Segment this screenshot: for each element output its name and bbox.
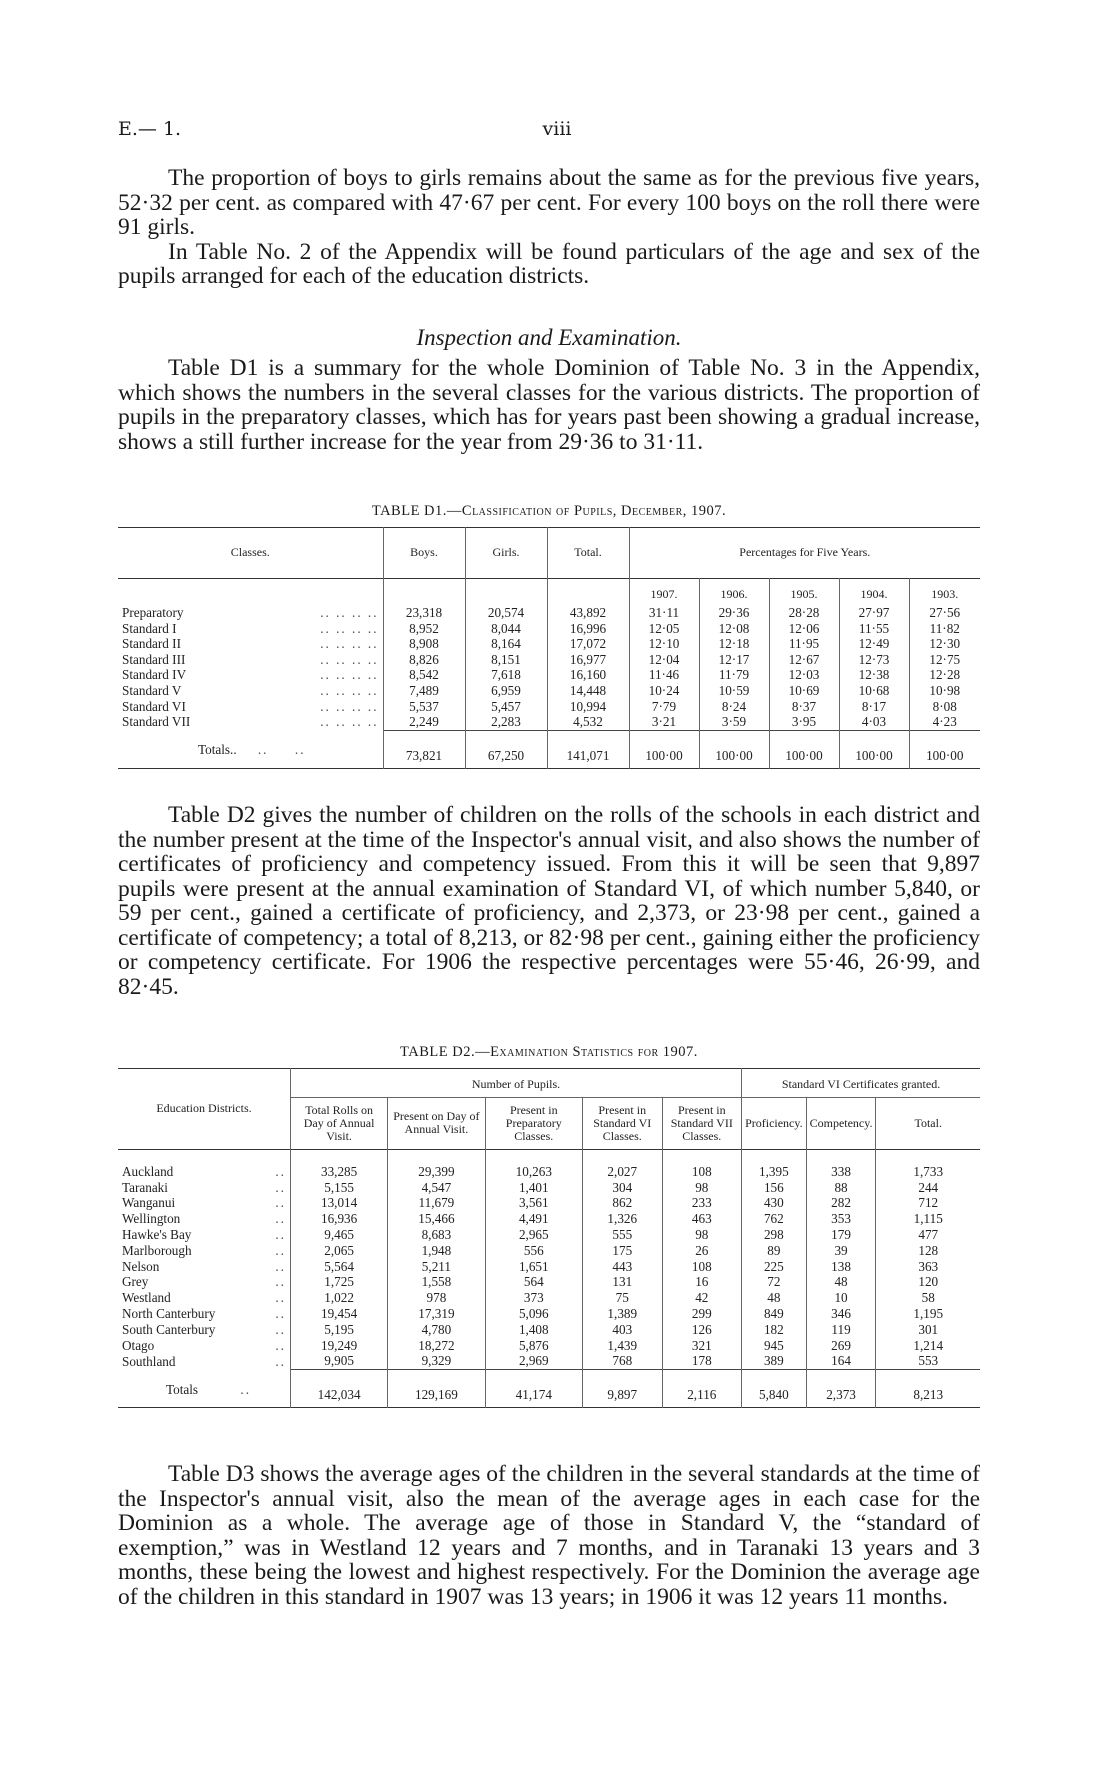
cell-value: 1,948: [388, 1243, 485, 1259]
totals-p1906: 100·00: [699, 730, 769, 768]
cell-percentage: 12·49: [839, 636, 909, 652]
cell-value: 138: [806, 1259, 876, 1275]
header-total: Total.: [547, 528, 629, 579]
cell-total: 17,072: [547, 636, 629, 652]
cell-value: 9,465: [290, 1227, 387, 1243]
cell-value: 33,285: [290, 1164, 387, 1180]
cell-girls: 6,959: [465, 683, 547, 699]
cell-value: 42: [662, 1290, 742, 1306]
cell-value: 1,326: [583, 1211, 663, 1227]
cell-percentage: 12·06: [769, 621, 839, 637]
cell-total: 16,160: [547, 667, 629, 683]
cell-value: 5,876: [485, 1338, 582, 1354]
cell-percentage: 11·82: [909, 621, 980, 637]
table-d1-body: [118, 605, 980, 730]
cell-value: 13,014: [290, 1195, 387, 1211]
header-number-of-pupils: Number of Pupils.: [290, 1069, 741, 1098]
table-row: [118, 1259, 980, 1275]
cell-value: 564: [485, 1274, 582, 1290]
table-row: [118, 1274, 980, 1290]
page-number: viii: [542, 118, 572, 140]
paragraph-d3: Table D3 shows the average ages of the children in the several standards at the time of the Inspector's annual visit, also the mean of the average ages in each case for the Dominion as a whole. The average age of those in Standard V, the “standard of exemption,” was in Westland 12 years and 7 months, and in Taranaki 13 years and 3 months, these being the lowest and highest respectively. For the Dominion the average age of the children in this standard in 1907 was 13 years; in 1906 it was 12 years 11 months.: [118, 1461, 980, 1610]
table-d1-caption-prefix: TABLE D1.—: [371, 503, 462, 519]
table-row: [118, 1338, 980, 1354]
totals-p1907: 100·00: [629, 730, 699, 768]
cell-value: 1,725: [290, 1274, 387, 1290]
cell-total: 16,977: [547, 652, 629, 668]
cell-value: 98: [662, 1180, 742, 1196]
cell-value: 16,936: [290, 1211, 387, 1227]
cell-percentage: 3·95: [769, 714, 839, 730]
page-header: [118, 118, 996, 144]
table-d1-totals-row: [118, 730, 980, 768]
inspection-paragraph: [118, 356, 980, 454]
cell-total: 14,448: [547, 683, 629, 699]
cell-percentage: 4·03: [839, 714, 909, 730]
cell-value: 164: [806, 1353, 876, 1369]
cell-value: 321: [662, 1338, 742, 1354]
cell-percentage: 4·23: [909, 714, 980, 730]
header-proficiency: Proficiency.: [742, 1097, 807, 1149]
header-present-prep: Present in Preparatory Classes.: [485, 1097, 582, 1149]
table-row: [118, 1353, 980, 1369]
district-name: South Canterbury ..: [122, 1321, 286, 1337]
cell-value: 58: [876, 1290, 980, 1306]
cell-value: 72: [742, 1274, 807, 1290]
class-name: Standard II .. .. .. ..: [122, 636, 379, 652]
cell-value: 2,065: [290, 1243, 387, 1259]
cell-girls: 8,151: [465, 652, 547, 668]
cell-value: 75: [583, 1290, 663, 1306]
table-row: [118, 1180, 980, 1196]
cell-value: 9,329: [388, 1353, 485, 1369]
table-row: [118, 605, 980, 621]
table-row: [118, 1290, 980, 1306]
table-row: [118, 714, 980, 730]
totals-p1903: 100·00: [909, 730, 980, 768]
cell-percentage: 12·10: [629, 636, 699, 652]
totals-boys: 73,821: [383, 730, 465, 768]
cell-total: 43,892: [547, 605, 629, 621]
table-row: [118, 1211, 980, 1227]
district-name: Taranaki ..: [122, 1179, 286, 1195]
class-name: Preparatory .. .. .. ..: [122, 605, 379, 620]
cell-value: 4,491: [485, 1211, 582, 1227]
cell-percentage: 8·37: [769, 699, 839, 715]
cell-value: 1,733: [876, 1164, 980, 1180]
cell-boys: 5,537: [383, 699, 465, 715]
cell-girls: 8,044: [465, 621, 547, 637]
cell-value: 389: [742, 1353, 807, 1369]
year-1903: 1903.: [909, 579, 980, 606]
cell-total: 10,994: [547, 699, 629, 715]
cell-value: 978: [388, 1290, 485, 1306]
totals-p1905: 100·00: [769, 730, 839, 768]
cell-value: 5,564: [290, 1259, 387, 1275]
table-d2-caption: [118, 1044, 980, 1061]
cell-girls: 5,457: [465, 699, 547, 715]
class-name: Standard VI .. .. .. ..: [122, 698, 379, 714]
cell-value: 443: [583, 1259, 663, 1275]
cell-value: 126: [662, 1322, 742, 1338]
cell-boys: 8,826: [383, 652, 465, 668]
d2-total-rolls: 142,034: [290, 1370, 387, 1408]
cell-boys: 8,908: [383, 636, 465, 652]
header-cert-total: Total.: [876, 1097, 980, 1149]
header-certificates: Standard VI Certificates granted.: [742, 1069, 980, 1098]
cell-value: 862: [583, 1195, 663, 1211]
cell-value: 768: [583, 1353, 663, 1369]
cell-percentage: 10·69: [769, 683, 839, 699]
cell-percentage: 12·30: [909, 636, 980, 652]
class-name: Standard V .. .. .. ..: [122, 682, 379, 698]
cell-boys: 7,489: [383, 683, 465, 699]
header-classes: Classes.: [230, 545, 270, 560]
table-row: [118, 699, 980, 715]
cell-value: 5,155: [290, 1180, 387, 1196]
cell-value: 98: [662, 1227, 742, 1243]
cell-percentage: 7·79: [629, 699, 699, 715]
cell-value: 1,408: [485, 1322, 582, 1338]
cell-value: 178: [662, 1353, 742, 1369]
cell-value: 338: [806, 1164, 876, 1180]
totals-girls: 67,250: [465, 730, 547, 768]
cell-value: 556: [485, 1243, 582, 1259]
district-name: Hawke's Bay ..: [122, 1226, 286, 1242]
table-row: [118, 1243, 980, 1259]
totals-p1904: 100·00: [839, 730, 909, 768]
table-d1: [118, 527, 980, 771]
table-row: [118, 1164, 980, 1180]
table-row: [118, 621, 980, 637]
cell-percentage: 12·28: [909, 667, 980, 683]
cell-value: 18,272: [388, 1338, 485, 1354]
cell-percentage: 8·08: [909, 699, 980, 715]
header-boys: Boys.: [383, 528, 465, 579]
year-1906: 1906.: [699, 579, 769, 606]
cell-value: 17,319: [388, 1306, 485, 1322]
table-row: [118, 1227, 980, 1243]
d2-total-vi: 9,897: [583, 1370, 663, 1408]
cell-value: 430: [742, 1195, 807, 1211]
cell-value: 26: [662, 1243, 742, 1259]
cell-value: 19,454: [290, 1306, 387, 1322]
cell-percentage: 12·03: [769, 667, 839, 683]
cell-percentage: 31·11: [629, 605, 699, 621]
class-name: Standard VII .. .. .. ..: [122, 714, 379, 730]
cell-value: 269: [806, 1338, 876, 1354]
cell-value: 301: [876, 1322, 980, 1338]
cell-value: 39: [806, 1243, 876, 1259]
d3-paragraph: [118, 1462, 980, 1609]
cell-value: 1,115: [876, 1211, 980, 1227]
district-name: Grey ..: [122, 1274, 286, 1290]
cell-value: 346: [806, 1306, 876, 1322]
cell-value: 1,651: [485, 1259, 582, 1275]
cell-girls: 7,618: [465, 667, 547, 683]
cell-value: 29,399: [388, 1164, 485, 1180]
paragraph-appendix: In Table No. 2 of the Appendix will be found particulars of the age and sex of the pupils arranged for each of the education districts.: [118, 238, 980, 289]
year-1907: 1907.: [629, 579, 699, 606]
district-name: Nelson ..: [122, 1258, 286, 1274]
cell-value: 1,389: [583, 1306, 663, 1322]
cell-value: 2,027: [583, 1164, 663, 1180]
cell-value: 10,263: [485, 1164, 582, 1180]
district-name: Southland ..: [122, 1353, 286, 1369]
cell-value: 15,466: [388, 1211, 485, 1227]
paragraph-d1: Table D1 is a summary for the whole Dominion of Table No. 3 in the Appendix, which shows the numbers in the several classes for the various districts. The proportion of pupils in the preparatory classes, which has for years past been showing a gradual increase, shows a still further increase for the year from 29·36 to 31·11.: [118, 355, 980, 455]
header-present-vi: Present in Standard VI Classes.: [583, 1097, 663, 1149]
cell-value: 175: [583, 1243, 663, 1259]
cell-value: 762: [742, 1211, 807, 1227]
cell-value: 1,195: [876, 1306, 980, 1322]
cell-percentage: 12·08: [699, 621, 769, 637]
header-girls: Girls.: [465, 528, 547, 579]
cell-percentage: 3·21: [629, 714, 699, 730]
cell-boys: 23,318: [383, 605, 465, 621]
cell-value: 182: [742, 1322, 807, 1338]
cell-value: 19,249: [290, 1338, 387, 1354]
cell-value: 403: [583, 1322, 663, 1338]
district-name: Westland ..: [122, 1290, 286, 1306]
header-present-vii: Present in Standard VII Classes.: [662, 1097, 742, 1149]
totals-total: 141,071: [547, 730, 629, 768]
d2-total-certs: 8,213: [876, 1370, 980, 1408]
cell-value: 16: [662, 1274, 742, 1290]
header-districts: Education Districts.: [156, 1101, 252, 1115]
cell-value: 88: [806, 1180, 876, 1196]
paragraph-d2: Table D2 gives the number of children on the rolls of the schools in each district and the number present at the time of the Inspector's annual visit, and also shows the number of certificates of proficiency and competency issued. From this it will be seen that 9,897 pupils were present at the annual examination of Standard VI, of which number 5,840, or 59 per cent., gained a certificate of proficiency, and 2,373, or 23·98 per cent., gained a certificate of competency; a total of 8,213, or 82·98 per cent., gaining either the proficiency or competency certificate. For 1906 the respective percentages were 55·46, 26·99, and 82·45.: [118, 802, 980, 1000]
d2-totals-label: Totals ..: [166, 1381, 252, 1397]
table-row: [118, 636, 980, 652]
cell-value: 555: [583, 1227, 663, 1243]
cell-value: 553: [876, 1353, 980, 1369]
class-name: Standard III .. .. .. ..: [122, 651, 379, 667]
cell-value: 363: [876, 1259, 980, 1275]
cell-value: 304: [583, 1180, 663, 1196]
d2-total-competency: 2,373: [806, 1370, 876, 1408]
year-1904: 1904.: [839, 579, 909, 606]
cell-value: 89: [742, 1243, 807, 1259]
cell-value: 2,969: [485, 1353, 582, 1369]
d2-total-present: 129,169: [388, 1370, 485, 1408]
cell-value: 10: [806, 1290, 876, 1306]
cell-girls: 20,574: [465, 605, 547, 621]
d2-paragraph: [118, 803, 980, 999]
cell-value: 120: [876, 1274, 980, 1290]
totals-label: Totals.. .. ..: [198, 742, 306, 758]
cell-value: 1,214: [876, 1338, 980, 1354]
cell-value: 4,780: [388, 1322, 485, 1338]
cell-value: 282: [806, 1195, 876, 1211]
district-name: Wanganui ..: [122, 1195, 286, 1211]
cell-value: 119: [806, 1322, 876, 1338]
cell-value: 156: [742, 1180, 807, 1196]
cell-value: 48: [742, 1290, 807, 1306]
cell-girls: 2,283: [465, 714, 547, 730]
district-name: North Canterbury ..: [122, 1305, 286, 1321]
cell-value: 4,547: [388, 1180, 485, 1196]
cell-percentage: 10·68: [839, 683, 909, 699]
cell-boys: 2,249: [383, 714, 465, 730]
cell-value: 373: [485, 1290, 582, 1306]
header-present-visit: Present on Day of Annual Visit.: [388, 1097, 485, 1149]
paragraph-proportion: The proportion of boys to girls remains about the same as for the previous five years, 52·32 per cent. as compared with 47·67 per cent. For every 100 boys on the roll there were 91 girls.: [118, 165, 980, 240]
table-row: [118, 652, 980, 668]
cell-percentage: 12·38: [839, 667, 909, 683]
cell-percentage: 12·05: [629, 621, 699, 637]
cell-percentage: 8·24: [699, 699, 769, 715]
cell-percentage: 12·18: [699, 636, 769, 652]
cell-value: 9,905: [290, 1353, 387, 1369]
intro-paragraphs: [118, 166, 980, 289]
cell-percentage: 10·98: [909, 683, 980, 699]
table-d1-caption: [118, 503, 980, 520]
class-name: Standard I .. .. .. ..: [122, 620, 379, 636]
cell-value: 945: [742, 1338, 807, 1354]
cell-percentage: 27·56: [909, 605, 980, 621]
cell-value: 108: [662, 1164, 742, 1180]
table-row: [118, 667, 980, 683]
table-d2-caption-title: Examination Statistics for 1907.: [490, 1044, 698, 1060]
cell-percentage: 12·73: [839, 652, 909, 668]
table-row: [118, 1322, 980, 1338]
d2-total-proficiency: 5,840: [742, 1370, 807, 1408]
cell-boys: 8,952: [383, 621, 465, 637]
cell-percentage: 10·59: [699, 683, 769, 699]
table-d1-header-row: [118, 528, 980, 579]
district-name: Auckland ..: [122, 1163, 286, 1179]
cell-value: 299: [662, 1306, 742, 1322]
cell-percentage: 12·04: [629, 652, 699, 668]
cell-girls: 8,164: [465, 636, 547, 652]
cell-value: 5,211: [388, 1259, 485, 1275]
table-d2: [118, 1068, 980, 1410]
cell-percentage: 29·36: [699, 605, 769, 621]
table-row: [118, 1195, 980, 1211]
cell-value: 128: [876, 1243, 980, 1259]
cell-value: 477: [876, 1227, 980, 1243]
section-title: Inspection and Examination.: [416, 325, 682, 350]
cell-percentage: 28·28: [769, 605, 839, 621]
cell-value: 225: [742, 1259, 807, 1275]
district-name: Otago ..: [122, 1337, 286, 1353]
cell-boys: 8,542: [383, 667, 465, 683]
header-percentages: Percentages for Five Years.: [629, 528, 980, 579]
cell-percentage: 8·17: [839, 699, 909, 715]
cell-percentage: 3·59: [699, 714, 769, 730]
cell-value: 48: [806, 1274, 876, 1290]
table-d1-years-row: [118, 579, 980, 606]
cell-percentage: 12·17: [699, 652, 769, 668]
cell-value: 5,195: [290, 1322, 387, 1338]
d2-total-prep: 41,174: [485, 1370, 582, 1408]
cell-value: 353: [806, 1211, 876, 1227]
district-name: Wellington ..: [122, 1211, 286, 1227]
table-row: [118, 1306, 980, 1322]
d2-total-vii: 2,116: [662, 1370, 742, 1408]
cell-percentage: 12·67: [769, 652, 839, 668]
cell-value: 11,679: [388, 1195, 485, 1211]
cell-value: 108: [662, 1259, 742, 1275]
cell-value: 298: [742, 1227, 807, 1243]
cell-value: 244: [876, 1180, 980, 1196]
cell-value: 1,395: [742, 1164, 807, 1180]
cell-percentage: 11·95: [769, 636, 839, 652]
table-d2-caption-prefix: TABLE D2.—: [400, 1044, 491, 1060]
cell-value: 2,965: [485, 1227, 582, 1243]
cell-value: 233: [662, 1195, 742, 1211]
cell-percentage: 11·46: [629, 667, 699, 683]
cell-value: 1,439: [583, 1338, 663, 1354]
cell-percentage: 12·75: [909, 652, 980, 668]
cell-value: 1,022: [290, 1290, 387, 1306]
cell-value: 849: [742, 1306, 807, 1322]
cell-percentage: 27·97: [839, 605, 909, 621]
table-d1-caption-title: Classification of Pupils, December, 1907.: [461, 503, 727, 519]
cell-value: 1,401: [485, 1180, 582, 1196]
cell-value: 8,683: [388, 1227, 485, 1243]
table-d2-body: [118, 1164, 980, 1370]
cell-total: 4,532: [547, 714, 629, 730]
cell-percentage: 10·24: [629, 683, 699, 699]
cell-value: 5,096: [485, 1306, 582, 1322]
header-total-rolls: Total Rolls on Day of Annual Visit.: [290, 1097, 387, 1149]
cell-value: 3,561: [485, 1195, 582, 1211]
header-competency: Competency.: [806, 1097, 876, 1149]
cell-value: 1,558: [388, 1274, 485, 1290]
year-1905: 1905.: [769, 579, 839, 606]
report-reference: E.— 1.: [118, 118, 182, 140]
cell-percentage: 11·55: [839, 621, 909, 637]
class-name: Standard IV .. .. .. ..: [122, 667, 379, 683]
cell-value: 712: [876, 1195, 980, 1211]
cell-value: 463: [662, 1211, 742, 1227]
table-row: [118, 683, 980, 699]
table-d2-group-header: [118, 1069, 980, 1098]
table-d2-totals-row: [118, 1370, 980, 1408]
cell-total: 16,996: [547, 621, 629, 637]
cell-percentage: 11·79: [699, 667, 769, 683]
cell-value: 131: [583, 1274, 663, 1290]
district-name: Marlborough ..: [122, 1242, 286, 1258]
cell-value: 179: [806, 1227, 876, 1243]
